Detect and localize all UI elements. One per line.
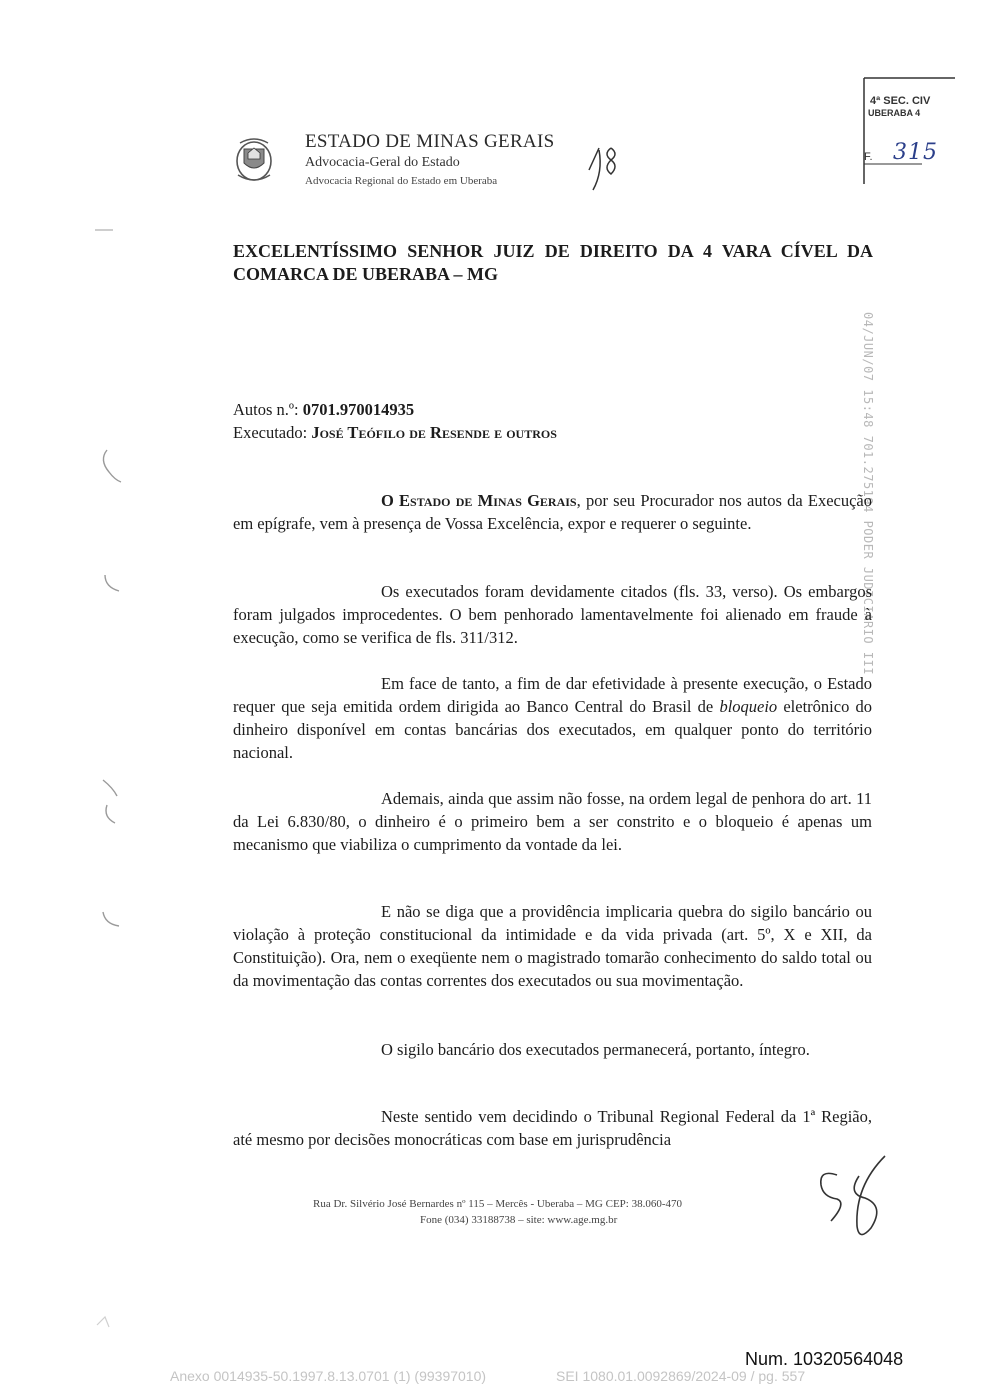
paragraph-3-text-b: eletrônico do dinheiro disponível em contas bancárias dos executados, em qualquer ponto do território nacional. <box>233 697 873 762</box>
executado-value: José Teófilo de Resende e outros <box>311 423 557 442</box>
stamp-section: 4ª SEC. CIV <box>870 95 931 107</box>
coat-of-arms-icon <box>232 135 276 185</box>
paragraph-1-lead: O Estado de Minas Gerais <box>381 491 577 510</box>
paragraph-2 <box>233 580 872 649</box>
initials-signature <box>815 1150 905 1250</box>
autos-value: 0701.970014935 <box>302 400 415 419</box>
stamp-f-label: F. <box>864 151 873 163</box>
paragraph-7-text: Neste sentido vem decidindo o Tribunal Regional Federal da 1ª Região, até mesmo por decisões monocráticas com base em jurisprudência <box>233 1107 872 1149</box>
paragraph-2-text: Os executados foram devidamente citados (fls. 33, verso). Os embargos foram julgados improcedentes. O bem penhorado lamentavelmente foi alienado em fraude à execução, como se verifica de fls. 311/312. <box>233 582 872 647</box>
stamp-page-number: 315 <box>893 140 938 165</box>
paragraph-6-text: O sigilo bancário dos executados permanecerá, portanto, íntegro. <box>381 1040 810 1059</box>
vertical-stamp <box>861 312 898 676</box>
executado-label: Executado: <box>233 423 308 442</box>
letterhead-agency: Advocacia-Geral do Estado <box>305 155 460 170</box>
sei-reference: SEI 1080.01.0092869/2024-09 / pg. 557 <box>556 1368 806 1384</box>
case-number-line <box>233 400 414 420</box>
paragraph-6 <box>233 1038 872 1061</box>
margin-marks <box>85 80 135 1360</box>
annex-reference: Anexo 0014935-50.1997.8.13.0701 (1) (99397010) <box>170 1368 487 1384</box>
paragraph-3-text-a: Em face de tanto, a fim de dar efetividade à presente execução, o Estado requer que seja emitida ordem dirigida ao Banco Central do Brasil de <box>233 674 872 716</box>
paragraph-5 <box>233 900 872 992</box>
petition-heading: EXCELENTÍSSIMO SENHOR JUIZ DE DIREITO DA 4 VARA CÍVEL DA COMARCA DE UBERABA – MG <box>233 241 873 284</box>
paragraph-5-text: E não se diga que a providência implicaria quebra do sigilo bancário ou violação à proteção constitucional da intimidade e da vida privada (art. 5º, X e XII, da Constituição). Ora, nem o exeqüente nem o magistrado tomarão conhecimento do saldo total ou da movimentação das contas correntes dos executados ou sua movimentação. <box>233 902 872 990</box>
vertical-stamp-text: 04/JUN/07 15:48 701.275194 PODER JUDICIARIO III <box>861 312 875 676</box>
paragraph-3-emphasis: bloqueio <box>719 697 778 716</box>
document-number: Num. 10320564048 <box>745 1349 904 1369</box>
letterhead-state: ESTADO DE MINAS GERAIS <box>305 131 555 152</box>
handwritten-mark <box>585 140 625 195</box>
executado-line <box>233 423 557 443</box>
protocol-stamp <box>862 76 957 186</box>
letterhead-regional: Advocacia Regional do Estado em Uberaba <box>305 175 498 187</box>
paragraph-1-text: , por seu Procurador nos autos da Execução em epígrafe, vem à presença de Vossa Excelência, expor e requerer o seguinte. <box>233 491 872 533</box>
paragraph-4 <box>233 787 872 856</box>
footer-address: Rua Dr. Silvério José Bernardes nº 115 – Mercês - Uberaba – MG CEP: 38.060-470 <box>313 1198 682 1210</box>
footer-contact: Fone (034) 33188738 – site: www.age.mg.br <box>420 1214 618 1226</box>
paragraph-3 <box>233 672 872 764</box>
autos-label: Autos n.º: <box>233 400 299 419</box>
stamp-city: UBERABA 4 <box>868 108 921 118</box>
paragraph-1 <box>233 489 872 535</box>
paragraph-4-text: Ademais, ainda que assim não fosse, na ordem legal de penhora do art. 11 da Lei 6.830/80, o dinheiro é o primeiro bem a ser constrito e o bloqueio é apenas um mecanismo que viabiliza o cumprimento da vontade da lei. <box>233 789 872 854</box>
paragraph-7 <box>233 1105 872 1151</box>
